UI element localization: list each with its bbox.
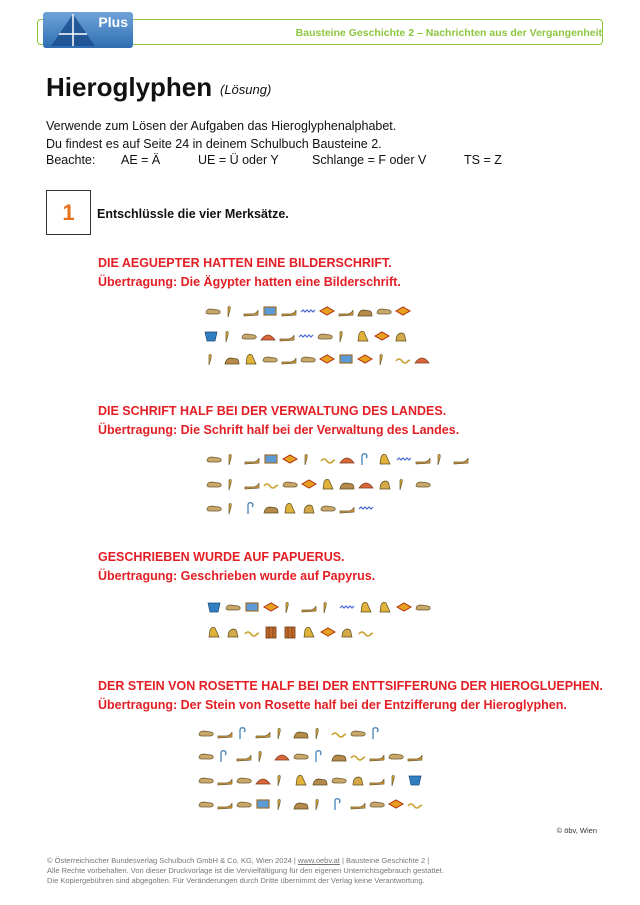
basket-icon [409, 776, 421, 785]
hand-icon [416, 482, 430, 487]
snake-icon [359, 632, 373, 636]
hand-icon [301, 357, 315, 362]
hand-icon [199, 802, 213, 807]
arm-icon [282, 358, 296, 364]
hieroglyphs-svg [206, 501, 377, 515]
lion-icon [294, 803, 308, 809]
vulture-icon [246, 354, 256, 364]
page-title: Hieroglyphen [46, 72, 213, 102]
hieroglyph-row [206, 452, 472, 466]
snake-icon [321, 459, 335, 463]
arm-icon [218, 732, 232, 738]
hieroglyphs-svg [206, 600, 434, 614]
water-icon [340, 606, 354, 608]
sentence-1-cipher: DIE AEGUEPTER HATTEN EINE BILDERSCHRIFT. [98, 256, 392, 270]
stool-icon [257, 800, 269, 808]
task-number-box: 1 [46, 190, 91, 235]
hieroglyphs-svg [206, 477, 434, 491]
eye-lozenge-icon [389, 800, 403, 808]
arm-icon [245, 458, 259, 464]
rule-ae: AE = Ä [121, 153, 161, 167]
snake-icon [396, 359, 410, 363]
snake-icon [351, 756, 365, 760]
reed-icon [340, 331, 342, 342]
hand-icon [318, 334, 332, 339]
vulture-icon [380, 602, 390, 612]
hand-icon [207, 457, 221, 462]
snake-icon [332, 733, 346, 737]
sentence-2-translation: Übertragung: Die Schrift half bei der Verwaltung des Landes. [98, 423, 460, 437]
quail-chick-icon [353, 777, 363, 785]
snake-icon [264, 484, 278, 488]
rope-icon [316, 751, 321, 762]
house-icon [285, 627, 295, 638]
eye-lozenge-icon [321, 628, 335, 636]
bread-icon [359, 483, 373, 488]
eye-lozenge-icon [283, 455, 297, 463]
lion-icon [332, 755, 346, 761]
hand-icon [199, 731, 213, 736]
reed-icon [278, 799, 280, 810]
hieroglyphs-svg [198, 749, 426, 763]
footer-line-2: Alle Rechte vorbehalten. Von dieser Druckvorlage ist die Vervielfältigung für den eigenen Unterrichtsgebrauch gestattet. [47, 866, 444, 875]
vulture-icon [361, 602, 371, 612]
footer-line-1 [47, 856, 567, 866]
water-icon [299, 335, 313, 337]
hand-icon [321, 506, 335, 511]
hand-icon [206, 309, 220, 314]
sentence-3-translation: Übertragung: Geschrieben wurde auf Papyrus. [98, 569, 376, 583]
bread-icon [256, 779, 270, 784]
lion-icon [264, 507, 278, 513]
reed-icon [278, 775, 280, 786]
stool-icon [246, 603, 258, 611]
vulture-icon [209, 627, 219, 637]
hand-icon [370, 802, 384, 807]
bread-icon [261, 335, 275, 340]
hand-icon [351, 731, 365, 736]
hieroglyph-row [198, 726, 388, 740]
triangle-logo-icon [43, 12, 103, 48]
header-title: Bausteine Geschichte 2 – Nachrichten aus der Vergangenheit [295, 27, 602, 39]
snake-icon [245, 632, 259, 636]
vulture-icon [358, 331, 368, 341]
vulture-icon [285, 503, 295, 513]
rope-icon [362, 454, 367, 465]
arm-icon [408, 755, 422, 761]
hand-icon [294, 754, 308, 759]
hieroglyph-row [198, 797, 426, 811]
rope-icon [335, 799, 340, 810]
intro-text [46, 117, 396, 153]
eye-lozenge-icon [320, 307, 334, 315]
hieroglyph-row [198, 749, 426, 763]
footer-copyright: © Österreichischer Bundesverlag Schulbuch GmbH & Co. KG, Wien 2024 | [47, 856, 298, 865]
quail-chick-icon [228, 629, 238, 637]
eye-lozenge-icon [397, 603, 411, 611]
quail-chick-icon [396, 333, 406, 341]
quail-chick-icon [380, 481, 390, 489]
rope-icon [248, 503, 253, 514]
hieroglyph-row [198, 773, 426, 787]
house-icon [266, 627, 276, 638]
vulture-icon [304, 627, 314, 637]
rule-ts: TS = Z [464, 153, 502, 167]
water-icon [359, 507, 373, 509]
task-instruction: Entschlüssle die vier Merksätze. [97, 207, 289, 221]
reed-icon [278, 728, 280, 739]
footer-book: | Bausteine Geschichte 2 | [339, 856, 430, 865]
hand-icon [283, 482, 297, 487]
arm-icon [339, 310, 353, 316]
hand-icon [237, 802, 251, 807]
eye-lozenge-icon [358, 355, 372, 363]
hand-icon [332, 778, 346, 783]
hieroglyphs-svg [203, 329, 412, 343]
reed-icon [400, 479, 402, 490]
rule-ue: UE = Ü oder Y [198, 153, 279, 167]
reed-icon [226, 331, 228, 342]
beachte-label: Beachte: [46, 153, 96, 167]
arm-icon [302, 606, 316, 612]
logo-text: Plus [98, 14, 128, 30]
sentence-3-cipher: GESCHRIEBEN WURDE AUF PAPUERUS. [98, 550, 345, 564]
eye-lozenge-icon [396, 307, 410, 315]
hand-icon [199, 754, 213, 759]
vulture-icon [323, 479, 333, 489]
arm-icon [282, 310, 296, 316]
hand-icon [377, 309, 391, 314]
reed-icon [392, 775, 394, 786]
arm-icon [370, 755, 384, 761]
arm-icon [340, 507, 354, 513]
plus-logo [43, 12, 133, 48]
hieroglyphs-svg [206, 452, 472, 466]
eye-lozenge-icon [320, 355, 334, 363]
reed-icon [380, 354, 382, 365]
stool-icon [264, 307, 276, 315]
rope-icon [240, 728, 245, 739]
reed-icon [324, 602, 326, 613]
bread-icon [340, 458, 354, 463]
footer-link[interactable]: www.oebv.at [297, 856, 340, 865]
intro-line-2: Du findest es auf Seite 24 in deinem Schulbuch Bausteine 2. [46, 137, 382, 151]
reed-icon [316, 728, 318, 739]
stool-icon [340, 355, 352, 363]
stool-icon [265, 455, 277, 463]
intro-line-1: Verwende zum Lösen der Aufgaben das Hieroglyphenalphabet. [46, 119, 397, 133]
sentence-2-cipher: DIE SCHRIFT HALF BEI DER VERWALTUNG DES LANDES. [98, 404, 447, 418]
hieroglyphs-svg [198, 726, 388, 740]
bread-icon [275, 755, 289, 760]
reed-icon [229, 454, 231, 465]
hieroglyph-row [206, 477, 434, 491]
water-icon [397, 458, 411, 460]
sentence-1-translation: Übertragung: Die Ägypter hatten eine Bilderschrift. [98, 275, 401, 289]
hieroglyph-row [206, 600, 434, 614]
reed-icon [286, 602, 288, 613]
hand-icon [416, 605, 430, 610]
hieroglyph-row [206, 501, 377, 515]
hieroglyphs-svg [205, 304, 414, 318]
basket-icon [205, 332, 217, 341]
eye-lozenge-icon [264, 603, 278, 611]
hieroglyph-row [205, 352, 433, 366]
hieroglyph-row [203, 329, 412, 343]
sentence-4-cipher: DER STEIN VON ROSETTE HALF BEI DER ENTTSIFFERUNG DER HIEROGLUEPHEN. [98, 679, 603, 693]
hand-icon [226, 605, 240, 610]
hieroglyph-row [205, 304, 414, 318]
hand-icon [237, 778, 251, 783]
eye-lozenge-icon [302, 480, 316, 488]
page-subtitle: (Lösung) [220, 82, 272, 97]
quail-chick-icon [304, 505, 314, 513]
image-credit: © öbv, Wien [556, 826, 597, 835]
hand-icon [389, 754, 403, 759]
reed-icon [229, 479, 231, 490]
hieroglyph-row [206, 625, 377, 639]
hand-icon [199, 778, 213, 783]
hand-icon [263, 357, 277, 362]
lion-icon [294, 732, 308, 738]
water-icon [301, 310, 315, 312]
arm-icon [218, 779, 232, 785]
lion-icon [313, 779, 327, 785]
reed-icon [209, 354, 211, 365]
arm-icon [454, 458, 468, 464]
hieroglyphs-svg [198, 773, 426, 787]
footer-line-3: Die Kopiergebühren sind abgegolten. Für Veränderungen durch Dritte übernimmt der Verlag keine Verantwortung. [47, 876, 425, 885]
rule-schlange: Schlange = F oder V [312, 153, 427, 167]
hand-icon [207, 506, 221, 511]
arm-icon [218, 803, 232, 809]
lion-icon [358, 310, 372, 316]
lion-icon [340, 483, 354, 489]
quail-chick-icon [342, 629, 352, 637]
basket-icon [208, 603, 220, 612]
footer [47, 856, 567, 886]
hand-icon [242, 334, 256, 339]
lion-icon [225, 358, 239, 364]
arm-icon [370, 779, 384, 785]
hieroglyphs-svg [206, 625, 377, 639]
snake-icon [408, 804, 422, 808]
hand-icon [207, 482, 221, 487]
reed-icon [228, 306, 230, 317]
hieroglyphs-svg [205, 352, 433, 366]
rope-icon [221, 751, 226, 762]
reed-icon [438, 454, 440, 465]
vulture-icon [296, 775, 306, 785]
rope-icon [373, 728, 378, 739]
arm-icon [256, 732, 270, 738]
reed-icon [316, 799, 318, 810]
vulture-icon [380, 454, 390, 464]
reed-icon [259, 751, 261, 762]
arm-icon [244, 310, 258, 316]
arm-icon [416, 458, 430, 464]
bread-icon [415, 358, 429, 363]
reed-icon [229, 503, 231, 514]
hieroglyphs-svg [198, 797, 426, 811]
arm-icon [280, 335, 294, 341]
arm-icon [245, 483, 259, 489]
eye-lozenge-icon [375, 332, 389, 340]
sentence-4-translation: Übertragung: Der Stein von Rosette half bei der Entzifferung der Hieroglyphen. [98, 698, 567, 712]
arm-icon [351, 803, 365, 809]
arm-icon [237, 755, 251, 761]
reed-icon [305, 454, 307, 465]
